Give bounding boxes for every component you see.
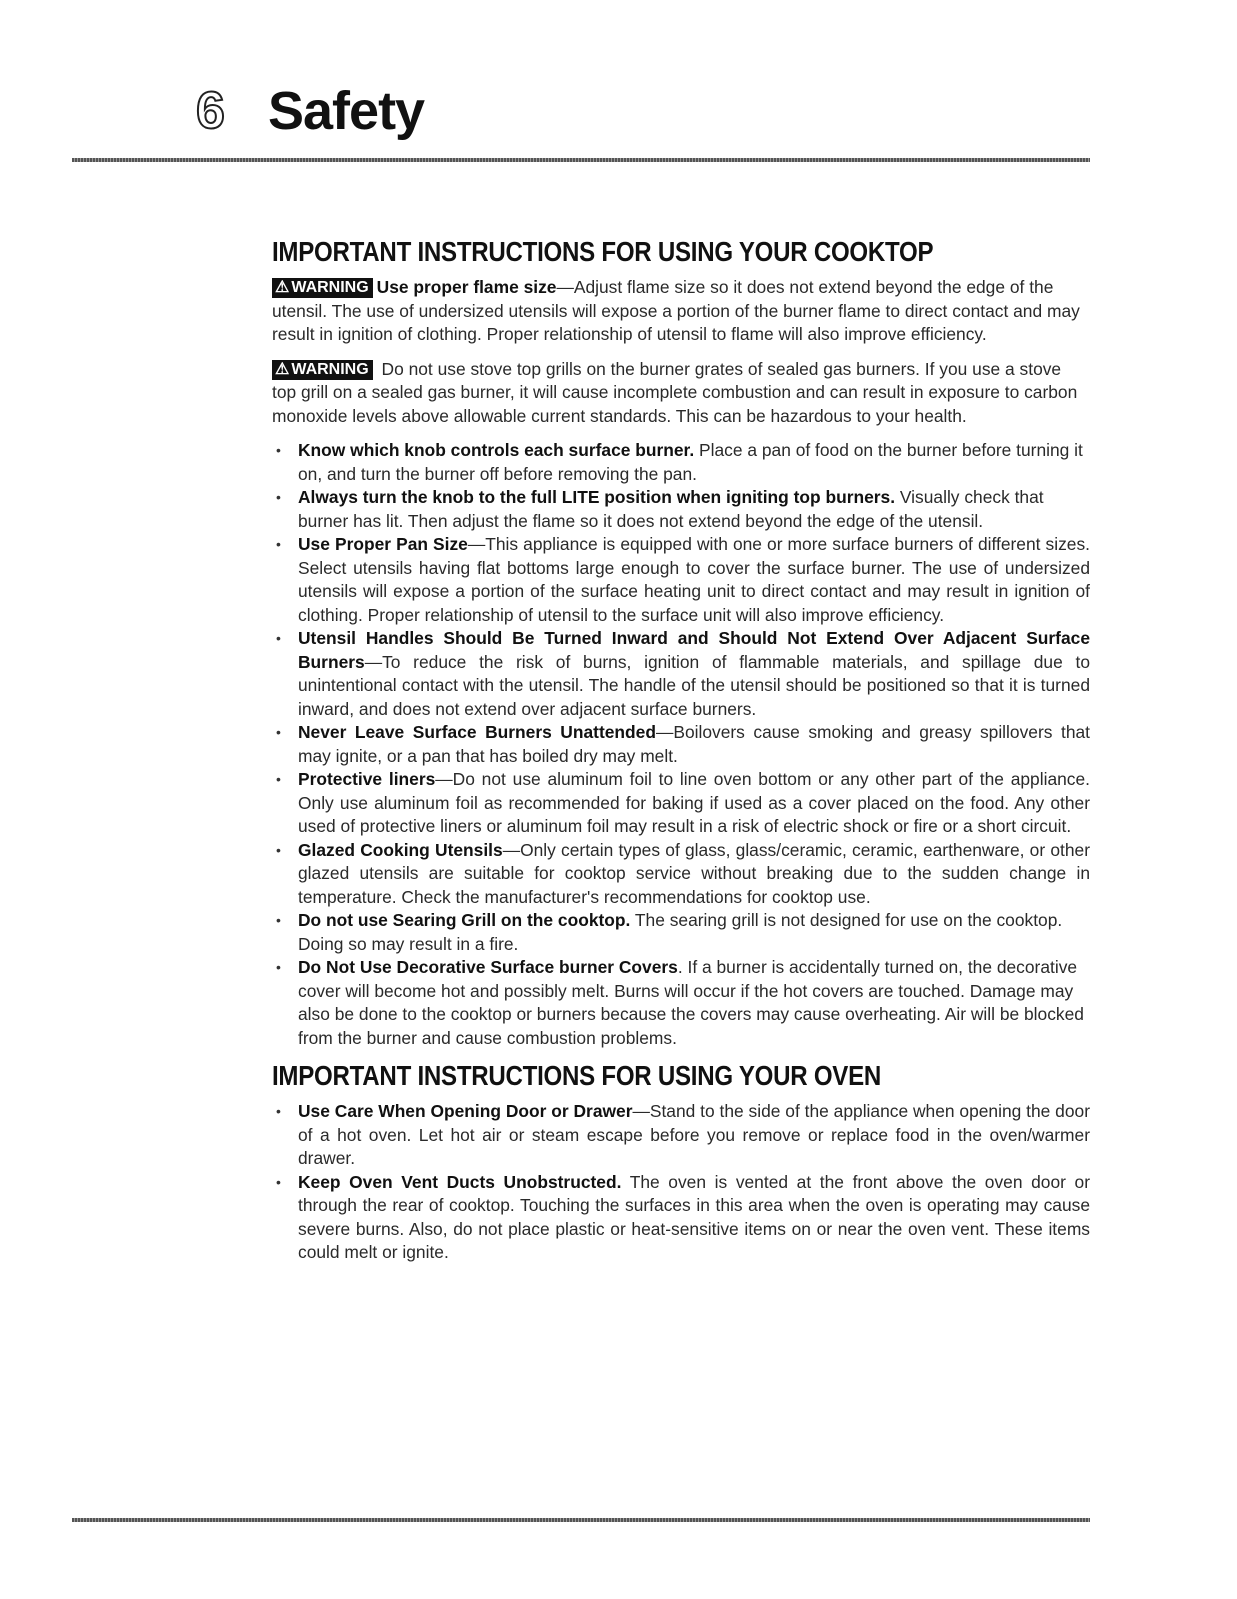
item-text: —Do not use aluminum foil to line oven bottom or any other part of the appliance. Only use aluminum foil as recommended for baking if used as a cover placed on the food. Any other used of protective liners or aluminum foil may result in a risk of electric shock or fire or a short circuit. (298, 769, 1091, 836)
page-title: Safety (268, 81, 425, 141)
list-item (272, 768, 1090, 839)
list-item (272, 486, 1090, 533)
item-lead: Do Not Use Decorative Surface burner Covers (298, 957, 678, 977)
warning-triangle-icon: ⚠ (275, 360, 290, 378)
list-item (272, 439, 1090, 486)
item-lead: Keep Oven Vent Ducts Unobstructed. (298, 1171, 622, 1192)
page-number: 6 (196, 82, 225, 140)
item-lead: Utensil Handles Should Be Turned Inward and Should Not Extend Over Adjacent Surface Burners (298, 628, 1090, 672)
item-text: . If a burner is accidentally turned on, the decorative cover will become hot and possibly melt. Burns will occur if the hot covers are touched. Damage may also be done to the cooktop or burners because the covers may cause overheating. Air will be blocked from the burner and cause combustion problems. (298, 957, 1084, 1048)
warning-stove-grills (272, 358, 1090, 429)
item-text: The searing grill is not designed for use on the cooktop. Doing so may result in a fire. (298, 910, 1063, 954)
list-item (272, 533, 1090, 627)
warning-badge (272, 360, 373, 380)
item-lead: Use Proper Pan Size (298, 534, 468, 554)
item-lead: Do not use Searing Grill on the cooktop. (298, 910, 631, 930)
warning-badge-label: WARNING (291, 279, 369, 296)
list-item (272, 956, 1090, 1050)
item-text: —To reduce the risk of burns, ignition of flammable materials, and spillage due to unintentional contact with the utensil. The handle of the utensil should be positioned so that it is turned inward, and does not extend over adjacent surface burners. (298, 651, 1090, 719)
warning-triangle-icon: ⚠ (275, 279, 290, 296)
warning-lead: Use proper flame size (376, 277, 557, 297)
list-item (272, 1171, 1090, 1265)
warning-text: Do not use stove top grills on the burner grates of sealed gas burners. If you use a stove top grill on a sealed gas burner, it will cause incomplete combustion and can result in exposure to carbon monoxide levels above allowable current standards. This can be hazardous to your health. (272, 358, 1078, 426)
list-item (272, 1100, 1090, 1171)
item-lead: Know which knob controls each surface burner. (298, 440, 695, 460)
item-lead: Always turn the knob to the full LITE position when igniting top burners. (298, 487, 896, 507)
list-item (272, 627, 1090, 721)
item-text: Visually check that burner has lit. Then adjust the flame so it does not extend beyond the edge of the utensil. (298, 487, 1044, 531)
oven-heading: IMPORTANT INSTRUCTIONS FOR USING YOUR OVEN (272, 1060, 882, 1091)
page-content (272, 234, 1090, 1267)
warning-badge (272, 278, 373, 298)
item-text: —This appliance is equipped with one or more surface burners of different sizes. Select utensils having flat bottoms large enough to cover the surface burner. The use of undersized utensils will expose a portion of the surface heating unit to direct contact and may result in ignition of clothing. Proper relationship of utensil to the surface unit will also improve efficiency. (298, 534, 1090, 625)
item-lead: Use Care When Opening Door or Drawer (298, 1101, 633, 1121)
list-item (272, 721, 1090, 768)
cooktop-instruction-list (272, 439, 1090, 1050)
item-lead: Never Leave Surface Burners Unattended (298, 722, 656, 742)
header-rule (72, 158, 1090, 162)
oven-instruction-list (272, 1100, 1090, 1265)
item-text: —Stand to the side of the appliance when opening the door of a hot oven. Let hot air or steam escape before you remove or replace food in the oven/warmer drawer. (298, 1101, 1090, 1168)
list-item (272, 909, 1090, 956)
item-lead: Protective liners (298, 769, 436, 789)
list-item (272, 839, 1090, 910)
item-text: —Only certain types of glass, glass/ceramic, ceramic, earthenware, or other glazed utensils are suitable for cooktop service without breaking due to the sudden change in temperature. Check the manufacturer's recommendations for cooktop use. (298, 839, 1090, 907)
item-text: Place a pan of food on the burner before turning it on, and turn the burner off before removing the pan. (298, 440, 1083, 484)
item-text: —Boilovers cause smoking and greasy spillovers that may ignite, or a pan that has boiled dry may melt. (298, 722, 1090, 766)
item-lead: Glazed Cooking Utensils (298, 839, 503, 860)
cooktop-heading: IMPORTANT INSTRUCTIONS FOR USING YOUR COOKTOP (272, 236, 934, 267)
item-text: The oven is vented at the front above the oven door or through the rear of cooktop. Touching the surfaces in this area when the oven is operating may cause severe burns. Also, do not place plastic or heat-sensitive items on or near the oven vent. These items could melt or ignite. (298, 1171, 1090, 1262)
footer-rule (72, 1518, 1090, 1522)
warning-text: —Adjust flame size so it does not extend beyond the edge of the utensil. The use of undersized utensils will expose a portion of the burner flame to direct contact and may result in ignition of clothing. Proper relationship of utensil to flame will also improve efficiency. (272, 277, 1080, 344)
warning-flame-size (272, 276, 1090, 347)
warning-badge-label: WARNING (291, 360, 369, 378)
